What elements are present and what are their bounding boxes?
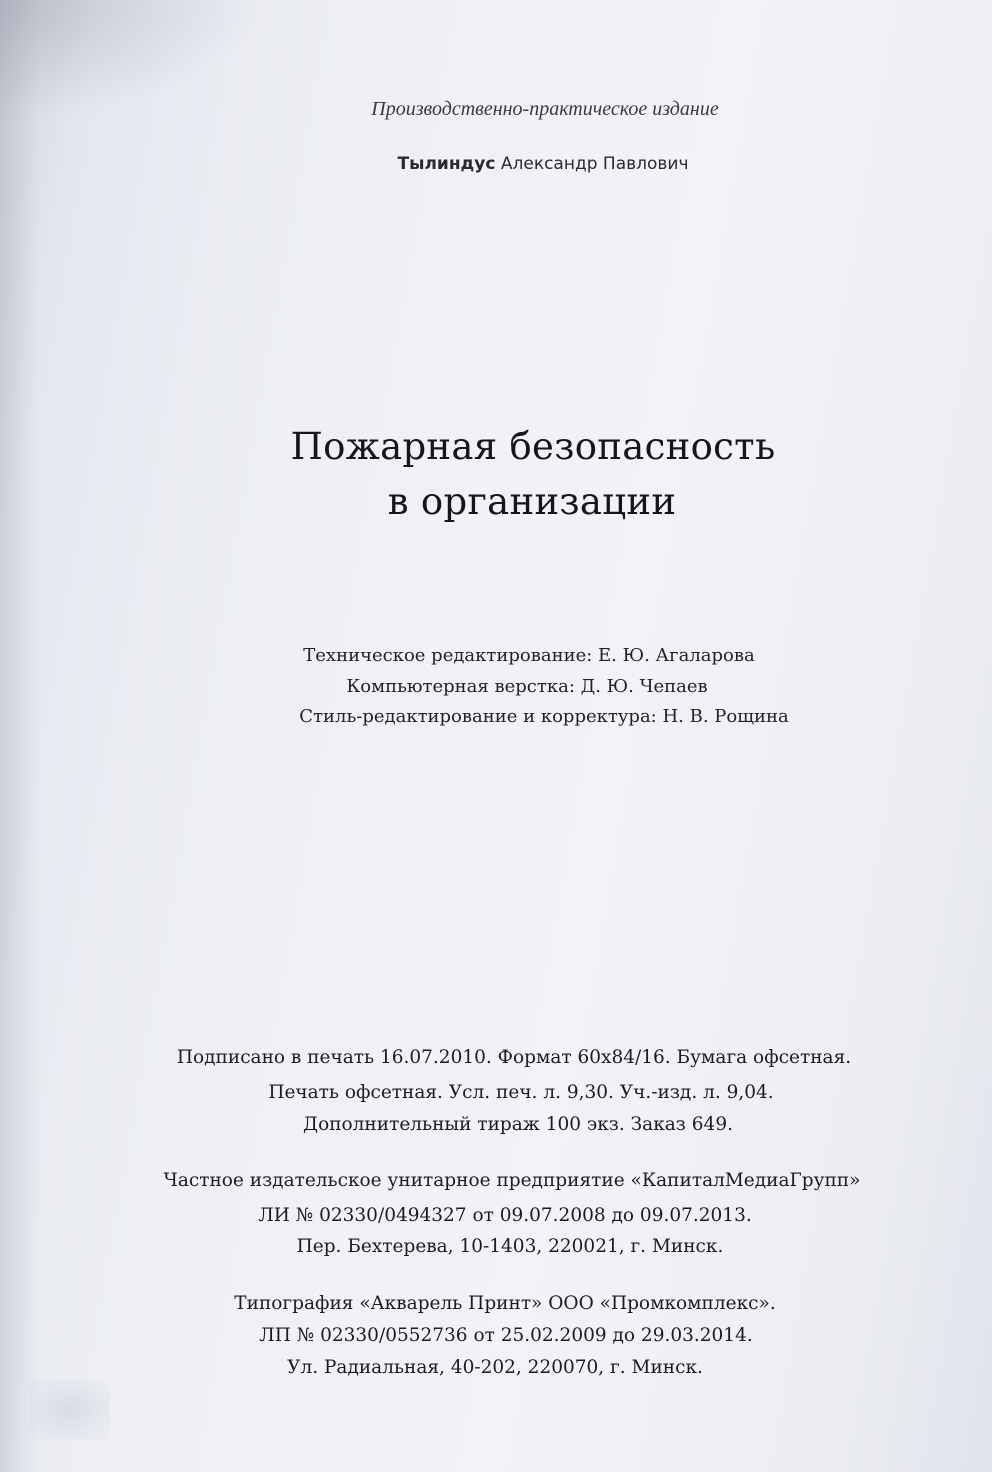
credit-style-editing: Стиль-редактирование и корректура: Н. В. Рощина <box>299 706 789 727</box>
print-details-line-3: Дополнительный тираж 100 экз. Заказ 649. <box>303 1114 733 1135</box>
book-title-line-2: в организации <box>387 480 677 523</box>
publisher-name: Частное издательское унитарное предприятие «КапиталМедиаГрупп» <box>163 1170 861 1191</box>
credit-layout: Компьютерная верстка: Д. Ю. Чепаев <box>346 676 708 697</box>
printer-address: Ул. Радиальная, 40-202, 220070, г. Минск. <box>287 1357 703 1378</box>
corner-shadow <box>0 0 260 120</box>
printer-name: Типография «Акварель Принт» ООО «Промкомплекс». <box>234 1293 776 1314</box>
printer-license: ЛП № 02330/0552736 от 25.02.2009 до 29.03.2014. <box>259 1325 753 1346</box>
publisher-address: Пер. Бехтерева, 10-1403, 220021, г. Минск. <box>296 1236 724 1257</box>
author-surname: Тылиндус <box>397 154 496 174</box>
page-edge-shadow <box>0 0 40 1472</box>
page-smudge <box>30 1380 110 1440</box>
author-name <box>397 154 688 174</box>
publisher-license: ЛИ № 02330/0494327 от 09.07.2008 до 09.07.2013. <box>258 1205 752 1226</box>
author-given-names: Александр Павлович <box>500 154 689 174</box>
series-label: Производственно-практическое издание <box>371 98 719 120</box>
print-details-line-1: Подписано в печать 16.07.2010. Формат 60x84/16. Бумага офсетная. <box>176 1047 852 1068</box>
book-title-line-1: Пожарная безопасность <box>290 425 776 468</box>
print-details-line-2: Печать офсетная. Усл. печ. л. 9,30. Уч.-изд. л. 9,04. <box>268 1082 774 1103</box>
credit-technical-editing: Техническое редактирование: Е. Ю. Агаларова <box>303 645 755 666</box>
